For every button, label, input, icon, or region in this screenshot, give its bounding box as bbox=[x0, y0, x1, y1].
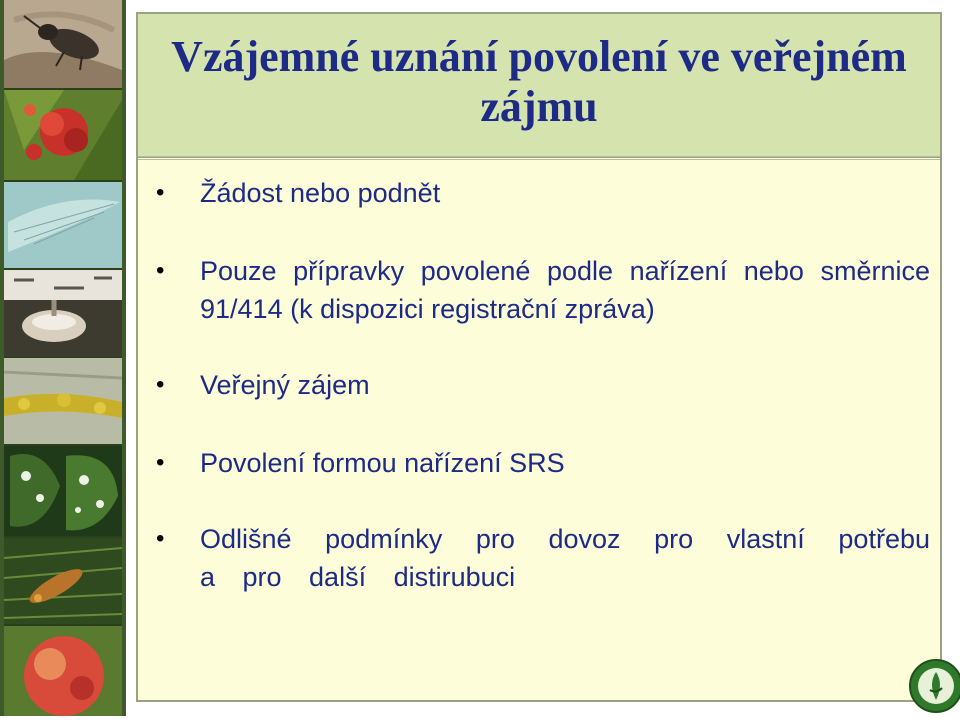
title-bar bbox=[138, 14, 940, 158]
bullet-icon: • bbox=[156, 449, 165, 476]
spotted-leaf-photo bbox=[4, 446, 122, 538]
image-sidebar bbox=[0, 0, 126, 716]
caterpillar-photo bbox=[4, 538, 122, 626]
bullet-icon: • bbox=[156, 371, 165, 398]
bullet-text: Povolení formou nařízení SRS bbox=[200, 448, 565, 478]
peach-photo bbox=[4, 626, 122, 716]
lichen-branch-photo bbox=[4, 358, 122, 446]
bullet-item bbox=[156, 366, 930, 404]
bullet-text: Žádost nebo podnět bbox=[200, 178, 441, 208]
bullet-icon: • bbox=[156, 257, 165, 284]
bullet-text: Veřejný zájem bbox=[200, 370, 370, 400]
institution-logo bbox=[906, 654, 960, 716]
bullet-icon: • bbox=[156, 525, 165, 552]
beetle-photo bbox=[4, 0, 122, 90]
slide-title: Vzájemné uznání povolení ve veřejném zájmu bbox=[171, 32, 907, 131]
birch-fungus-photo bbox=[4, 270, 122, 358]
bullet-text: Pouze přípravky povolené podle nařízení nebo směrnice 91/414 (k dispozici registrační zpráva) bbox=[200, 256, 930, 324]
bullet-item bbox=[156, 174, 930, 212]
bullet-text: Odlišné podmínky pro dovoz pro vlastní potřebu a pro další distirubuci bbox=[200, 524, 930, 592]
red-berries-photo bbox=[4, 90, 122, 182]
bullet-item bbox=[156, 520, 930, 596]
bullet-item bbox=[156, 444, 930, 482]
insect-wing-photo bbox=[4, 182, 122, 270]
slide-panel bbox=[136, 12, 942, 702]
bullet-icon: • bbox=[156, 179, 165, 206]
bullet-item bbox=[156, 252, 930, 328]
content-frame bbox=[138, 156, 940, 700]
